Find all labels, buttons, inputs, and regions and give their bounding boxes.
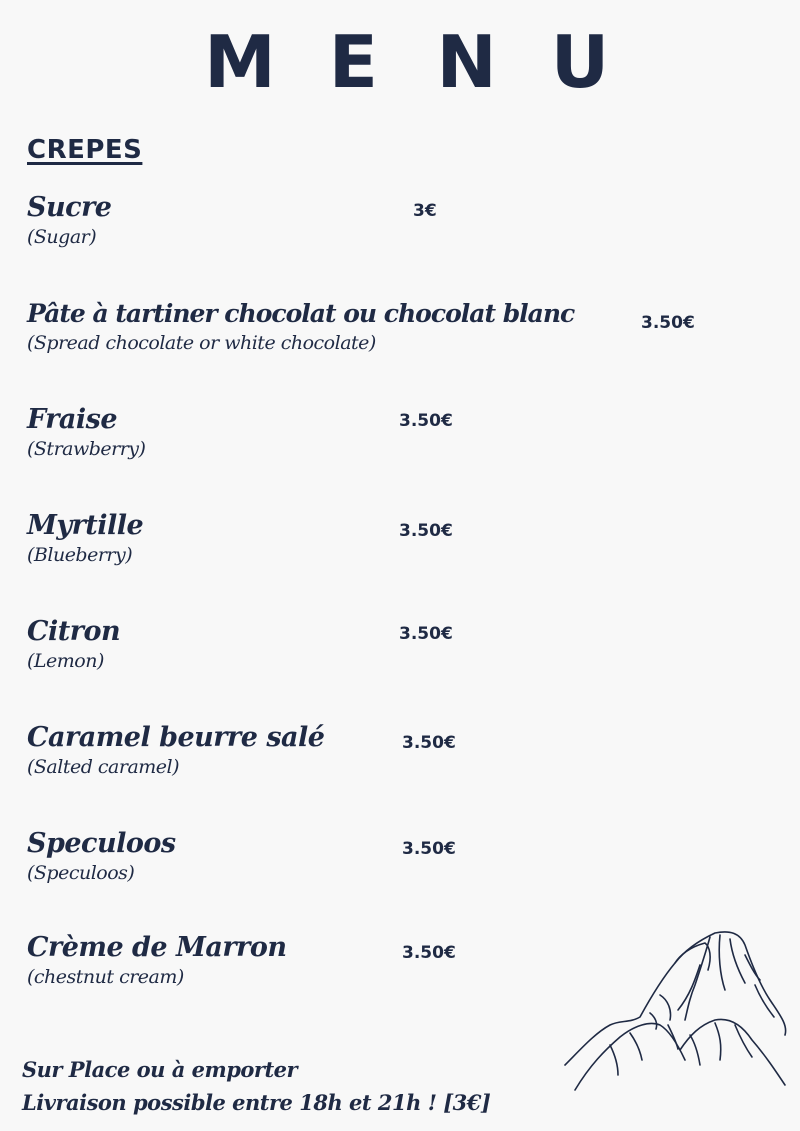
menu-item-caramel-beurre-sale bbox=[27, 722, 324, 780]
item-name: Speculoos bbox=[27, 828, 176, 859]
menu-title-letter-n: N bbox=[436, 20, 497, 104]
item-price: 3.50€ bbox=[399, 411, 453, 431]
item-translation: (Lemon) bbox=[27, 650, 104, 672]
item-name: Myrtille bbox=[27, 510, 144, 541]
item-price: 3.50€ bbox=[399, 521, 453, 541]
item-name: Sucre bbox=[27, 192, 112, 223]
item-price: 3€ bbox=[413, 201, 437, 221]
item-translation: (chestnut cream) bbox=[27, 966, 184, 988]
item-translation: (Spread chocolate or white chocolate) bbox=[27, 332, 376, 354]
item-name: Pâte à tartiner chocolat ou chocolat blanc bbox=[27, 299, 575, 328]
item-price: 3.50€ bbox=[402, 733, 456, 753]
menu-title-letter-u: U bbox=[550, 20, 610, 104]
menu-item-myrtille bbox=[27, 510, 143, 568]
item-name: Caramel beurre salé bbox=[27, 722, 325, 753]
menu-title-letter-m: M bbox=[204, 20, 276, 104]
mountain-illustration bbox=[560, 925, 790, 1100]
menu-item-fraise bbox=[27, 404, 145, 462]
item-price: 3.50€ bbox=[641, 313, 695, 333]
menu-title-letter-e: E bbox=[328, 20, 378, 104]
service-info bbox=[22, 1053, 490, 1119]
item-price: 3.50€ bbox=[402, 839, 456, 859]
item-name: Crème de Marron bbox=[27, 932, 287, 963]
item-translation: (Blueberry) bbox=[27, 544, 133, 566]
menu-item-creme-de-marron bbox=[27, 932, 286, 990]
item-translation: (Salted caramel) bbox=[27, 756, 180, 778]
item-price: 3.50€ bbox=[402, 943, 456, 963]
item-translation: (Speculoos) bbox=[27, 862, 135, 884]
delivery-info-text: Livraison possible entre 18h et 21h ! [3€] bbox=[22, 1090, 491, 1115]
menu-item-sucre bbox=[27, 192, 111, 250]
item-price: 3.50€ bbox=[399, 624, 453, 644]
menu-item-citron bbox=[27, 616, 120, 674]
dine-in-takeaway-text: Sur Place ou à emporter bbox=[22, 1057, 298, 1082]
menu-item-pate-a-tartiner bbox=[27, 298, 574, 356]
item-name: Citron bbox=[27, 616, 121, 647]
item-name: Fraise bbox=[27, 404, 118, 435]
item-translation: (Sugar) bbox=[27, 226, 97, 248]
menu-item-speculoos bbox=[27, 828, 176, 886]
item-translation: (Strawberry) bbox=[27, 438, 146, 460]
menu-title bbox=[200, 22, 620, 102]
section-heading-crepes: CREPES bbox=[27, 135, 143, 165]
